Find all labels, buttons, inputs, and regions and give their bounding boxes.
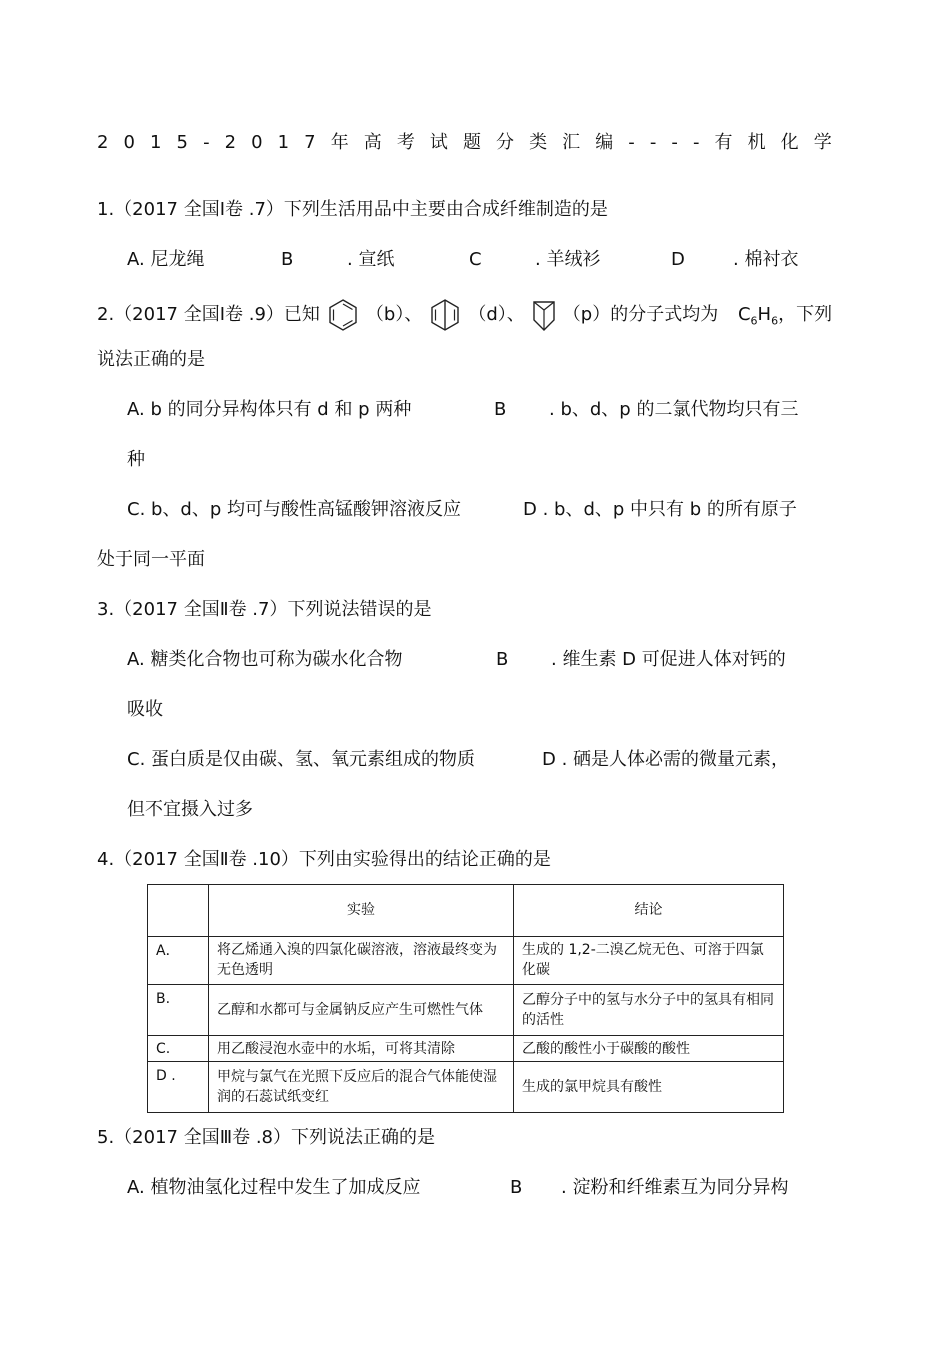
page-title xyxy=(97,131,832,155)
title-char: 有 xyxy=(714,132,733,153)
q2-option-b-text: . b、d、p 的二氯代物均只有三 xyxy=(549,399,799,420)
title-char: 汇 xyxy=(562,132,581,153)
header-cell-conclusion: 结论 xyxy=(514,885,784,937)
table-row xyxy=(148,1035,784,1061)
q1-option-b-text: . 宣纸 xyxy=(347,249,395,270)
q5-option-a: A. 植物油氢化过程中发生了加成反应 xyxy=(127,1177,421,1198)
q2-option-c: C. b、d、p 均可与酸性高锰酸钾溶液反应 xyxy=(127,499,462,520)
title-char: 题 xyxy=(462,132,481,153)
conclusion-cell: 乙酸的酸性小于碳酸的酸性 xyxy=(514,1035,784,1061)
title-char: 考 xyxy=(396,132,415,153)
experiment-cell: 乙醇和水都可与金属钠反应产生可燃性气体 xyxy=(209,985,514,1036)
title-char: 类 xyxy=(529,132,548,153)
formula-c: C xyxy=(737,304,751,325)
q2-option-b-continued: 种 xyxy=(127,449,145,470)
q2-stem xyxy=(97,298,832,328)
table-header-row xyxy=(148,885,784,937)
experiment-cell: 将乙烯通入溴的四氯化碳溶液，溶液最终变为无色透明 xyxy=(209,936,514,985)
q3-option-b-letter: B xyxy=(496,649,509,670)
table-row xyxy=(148,1062,784,1113)
q3-stem: 3.（2017 全国Ⅱ卷 .7）下列说法错误的是 xyxy=(97,599,432,620)
q1-option-a: A. 尼龙绳 xyxy=(127,249,205,270)
header-cell-experiment: 实验 xyxy=(209,885,514,937)
q2-label-b: （b）、 xyxy=(365,304,423,325)
title-char: 0 xyxy=(251,132,263,153)
formula-c-subscript: 6 xyxy=(750,314,758,328)
formula-h: H xyxy=(757,304,772,325)
q2-option-a: A. b 的同分异构体只有 d 和 p 两种 xyxy=(127,399,412,420)
q2-stem-line2: 说法正确的是 xyxy=(97,349,205,370)
prismane-icon xyxy=(531,298,557,332)
q1-option-c-text: . 羊绒衫 xyxy=(535,249,601,270)
q2-option-b-letter: B xyxy=(494,399,507,420)
row-label: A． xyxy=(148,936,209,985)
experiment-cell: 用乙酸浸泡水壶中的水垢，可将其清除 xyxy=(209,1035,514,1061)
q2-label-p: （p）的分子式均为 xyxy=(562,304,719,325)
row-label: C. xyxy=(148,1035,209,1061)
title-char: 分 xyxy=(496,132,514,153)
q3-option-d: D . 硒是人体必需的微量元素， xyxy=(542,749,790,770)
title-char: 2 xyxy=(97,132,109,153)
title-char: - xyxy=(203,132,210,153)
q3-option-b-continued: 吸收 xyxy=(127,699,163,720)
q1-option-c-letter: C xyxy=(469,249,482,270)
experiment-cell: 甲烷与氯气在光照下反应后的混合气体能使湿润的石蕊试纸变红 xyxy=(209,1062,514,1113)
title-char: - xyxy=(671,132,678,153)
formula-h-subscript: 6 xyxy=(771,314,779,328)
q3-option-c: C. 蛋白质是仅由碳、氢、氧元素组成的物质 xyxy=(127,749,476,770)
row-label: D . xyxy=(148,1062,209,1113)
title-char: 5 xyxy=(176,132,188,153)
title-char: - xyxy=(628,132,635,153)
title-char: 1 xyxy=(150,132,162,153)
title-char: - xyxy=(692,132,700,153)
title-char: 高 xyxy=(363,132,382,153)
title-char: 年 xyxy=(330,132,349,153)
title-char: 0 xyxy=(123,132,135,153)
q1-option-b-letter: B xyxy=(281,249,294,270)
conclusion-cell: 生成的 1,2-二溴乙烷无色、可溶于四氯化碳 xyxy=(514,936,784,985)
table-row xyxy=(148,985,784,1036)
q5-stem: 5.（2017 全国Ⅲ卷 .8）下列说法正确的是 xyxy=(97,1127,436,1148)
q1-option-d-text: . 棉衬衣 xyxy=(733,249,799,270)
q5-option-b-letter: B xyxy=(510,1177,523,1198)
title-char: 1 xyxy=(277,132,290,153)
q2-option-d: D . b、d、p 中只有 b 的所有原子 xyxy=(523,499,797,520)
title-char: 2 xyxy=(224,132,237,153)
q1-option-d-letter: D xyxy=(671,249,685,270)
q3-option-d-continued: 但不宜摄入过多 xyxy=(127,799,253,820)
q3-option-a: A. 糖类化合物也可称为碳水化合物 xyxy=(127,649,403,670)
dewar-benzene-icon xyxy=(428,298,462,332)
title-char: 化 xyxy=(780,132,799,153)
q5-option-b-text: . 淀粉和纤维素互为同分异构 xyxy=(561,1177,789,1198)
title-char: 学 xyxy=(813,132,832,153)
title-char: 编 xyxy=(595,132,614,153)
experiment-table xyxy=(147,884,784,1113)
q2-stem-post: ，下列 xyxy=(778,304,833,325)
title-char: 机 xyxy=(747,132,766,153)
header-cell xyxy=(148,885,209,937)
q2-option-d-continued: 处于同一平面 xyxy=(97,549,205,570)
conclusion-cell: 乙醇分子中的氢与水分子中的氢具有相同的活性 xyxy=(514,985,784,1036)
conclusion-cell: 生成的氯甲烷具有酸性 xyxy=(514,1062,784,1113)
benzene-icon xyxy=(326,298,360,332)
molecular-formula xyxy=(737,304,779,328)
title-char: 试 xyxy=(429,132,448,153)
q4-stem: 4.（2017 全国Ⅱ卷 .10）下列由实验得出的结论正确的是 xyxy=(97,849,551,870)
row-label: B. xyxy=(148,985,209,1036)
q3-option-b-text: . 维生素 D 可促进人体对钙的 xyxy=(551,649,786,670)
q2-label-d: （d）、 xyxy=(468,304,525,325)
q2-stem-pre: 2.（2017 全国Ⅰ卷 .9）已知 xyxy=(97,304,320,325)
title-char: 7 xyxy=(304,132,316,153)
title-char: - xyxy=(649,132,657,153)
table-row xyxy=(148,936,784,985)
q1-stem: 1.（2017 全国Ⅰ卷 .7）下列生活用品中主要由合成纤维制造的是 xyxy=(97,199,608,220)
